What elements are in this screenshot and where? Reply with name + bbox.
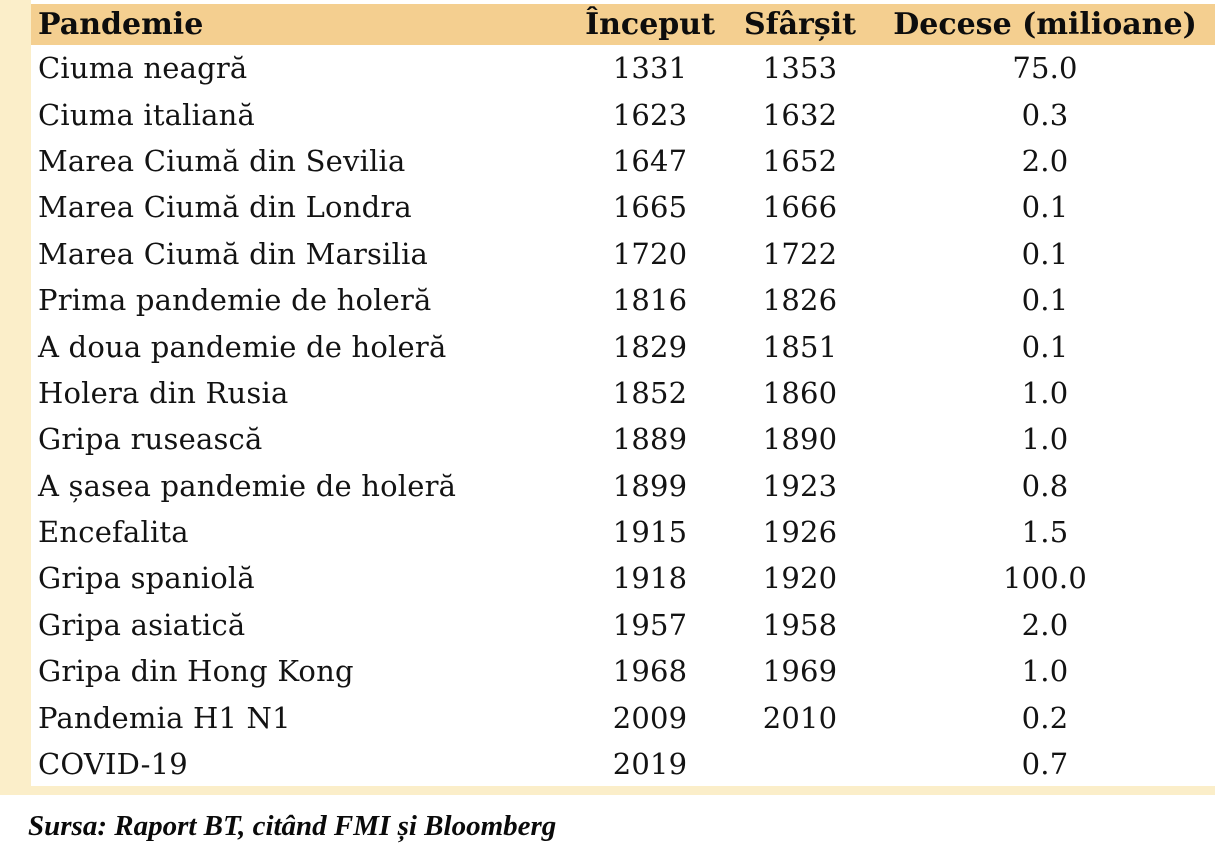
cell-inceput: 1816 bbox=[612, 283, 688, 318]
cell-pandemie: Marea Ciumă din Londra bbox=[38, 190, 412, 225]
column-header-decese: Decese (milioane) bbox=[875, 4, 1215, 45]
cell-pandemie: A șasea pandemie de holeră bbox=[38, 468, 457, 503]
cell-pandemie: Gripa rusească bbox=[38, 422, 263, 457]
left-cream-strip bbox=[0, 0, 31, 795]
cell-sfarsit: 1969 bbox=[762, 654, 838, 689]
pandemics-table bbox=[31, 4, 1215, 787]
cell-decese: 0.1 bbox=[1021, 236, 1069, 271]
bottom-cream-strip bbox=[0, 786, 1215, 795]
cell-sfarsit: 1632 bbox=[762, 97, 838, 132]
cell-sfarsit: 1923 bbox=[762, 468, 838, 503]
cell-pandemie: Gripa spaniolă bbox=[38, 561, 255, 596]
column-header-inceput: Început bbox=[575, 4, 725, 45]
cell-inceput: 1647 bbox=[612, 143, 688, 178]
cell-decese: 2.0 bbox=[1021, 143, 1069, 178]
table-row bbox=[31, 648, 1215, 694]
table-row bbox=[31, 416, 1215, 462]
cell-inceput: 1829 bbox=[612, 329, 688, 364]
table-row bbox=[31, 555, 1215, 601]
cell-inceput: 1957 bbox=[612, 607, 688, 642]
cell-decese: 0.2 bbox=[1021, 700, 1069, 735]
cell-decese: 1.0 bbox=[1021, 422, 1069, 457]
cell-sfarsit: 1926 bbox=[762, 515, 838, 550]
table-row bbox=[31, 602, 1215, 648]
cell-decese: 0.3 bbox=[1021, 97, 1069, 132]
cell-inceput: 1915 bbox=[612, 515, 688, 550]
cell-decese: 75.0 bbox=[1012, 51, 1078, 86]
table-body bbox=[31, 45, 1215, 787]
cell-inceput: 2019 bbox=[612, 747, 688, 782]
table-row bbox=[31, 741, 1215, 787]
cell-sfarsit: 1920 bbox=[762, 561, 838, 596]
cell-decese: 0.1 bbox=[1021, 283, 1069, 318]
cell-decese: 0.7 bbox=[1021, 747, 1069, 782]
table-row bbox=[31, 370, 1215, 416]
cell-inceput: 1665 bbox=[612, 190, 688, 225]
cell-pandemie: A doua pandemie de holeră bbox=[38, 329, 447, 364]
cell-sfarsit: 1958 bbox=[762, 607, 838, 642]
cell-pandemie: Marea Ciumă din Sevilia bbox=[38, 143, 406, 178]
cell-sfarsit: 1851 bbox=[762, 329, 838, 364]
table-row bbox=[31, 138, 1215, 184]
table-header bbox=[31, 4, 1215, 45]
cell-inceput: 1852 bbox=[612, 375, 688, 410]
table-row bbox=[31, 694, 1215, 740]
cell-sfarsit: 2010 bbox=[762, 700, 838, 735]
column-header-sfarsit: Sfârșit bbox=[725, 4, 875, 45]
cell-sfarsit: 1860 bbox=[762, 375, 838, 410]
table-row bbox=[31, 184, 1215, 230]
table-row bbox=[31, 91, 1215, 137]
table-row bbox=[31, 463, 1215, 509]
cell-pandemie: Ciuma neagră bbox=[38, 51, 248, 86]
cell-sfarsit: 1353 bbox=[762, 51, 838, 86]
cell-sfarsit bbox=[725, 741, 875, 787]
cell-pandemie: Ciuma italiană bbox=[38, 97, 255, 132]
cell-pandemie: Prima pandemie de holeră bbox=[38, 283, 432, 318]
cell-inceput: 1918 bbox=[612, 561, 688, 596]
cell-decese: 100.0 bbox=[1002, 561, 1088, 596]
cell-sfarsit: 1666 bbox=[762, 190, 838, 225]
cell-sfarsit: 1826 bbox=[762, 283, 838, 318]
cell-inceput: 1968 bbox=[612, 654, 688, 689]
cell-pandemie: COVID-19 bbox=[38, 747, 188, 782]
cell-inceput: 1899 bbox=[612, 468, 688, 503]
table-row bbox=[31, 277, 1215, 323]
cell-pandemie: Gripa asiatică bbox=[38, 607, 246, 642]
cell-decese: 2.0 bbox=[1021, 607, 1069, 642]
cell-pandemie: Marea Ciumă din Marsilia bbox=[38, 236, 429, 271]
cell-decese: 0.8 bbox=[1021, 468, 1069, 503]
table-row bbox=[31, 231, 1215, 277]
cell-decese: 0.1 bbox=[1021, 190, 1069, 225]
cell-inceput: 2009 bbox=[612, 700, 688, 735]
table-row bbox=[31, 45, 1215, 91]
table-row bbox=[31, 509, 1215, 555]
cell-decese: 0.1 bbox=[1021, 329, 1069, 364]
cell-pandemie: Encefalita bbox=[38, 515, 189, 550]
cell-decese: 1.0 bbox=[1021, 654, 1069, 689]
column-header-pandemie: Pandemie bbox=[31, 4, 575, 45]
header-row bbox=[31, 4, 1215, 45]
cell-sfarsit: 1722 bbox=[762, 236, 838, 271]
cell-sfarsit: 1652 bbox=[762, 143, 838, 178]
cell-pandemie: Gripa din Hong Kong bbox=[38, 654, 354, 689]
cell-inceput: 1889 bbox=[612, 422, 688, 457]
cell-inceput: 1623 bbox=[612, 97, 688, 132]
cell-sfarsit: 1890 bbox=[762, 422, 838, 457]
cell-inceput: 1331 bbox=[612, 51, 688, 86]
cell-pandemie: Pandemia H1 N1 bbox=[38, 700, 291, 735]
source-citation: Sursa: Raport BT, citând FMI și Bloomberg bbox=[28, 810, 557, 842]
cell-decese: 1.0 bbox=[1021, 375, 1069, 410]
cell-pandemie: Holera din Rusia bbox=[38, 375, 289, 410]
table-row bbox=[31, 323, 1215, 369]
cell-inceput: 1720 bbox=[612, 236, 688, 271]
cell-decese: 1.5 bbox=[1021, 515, 1069, 550]
